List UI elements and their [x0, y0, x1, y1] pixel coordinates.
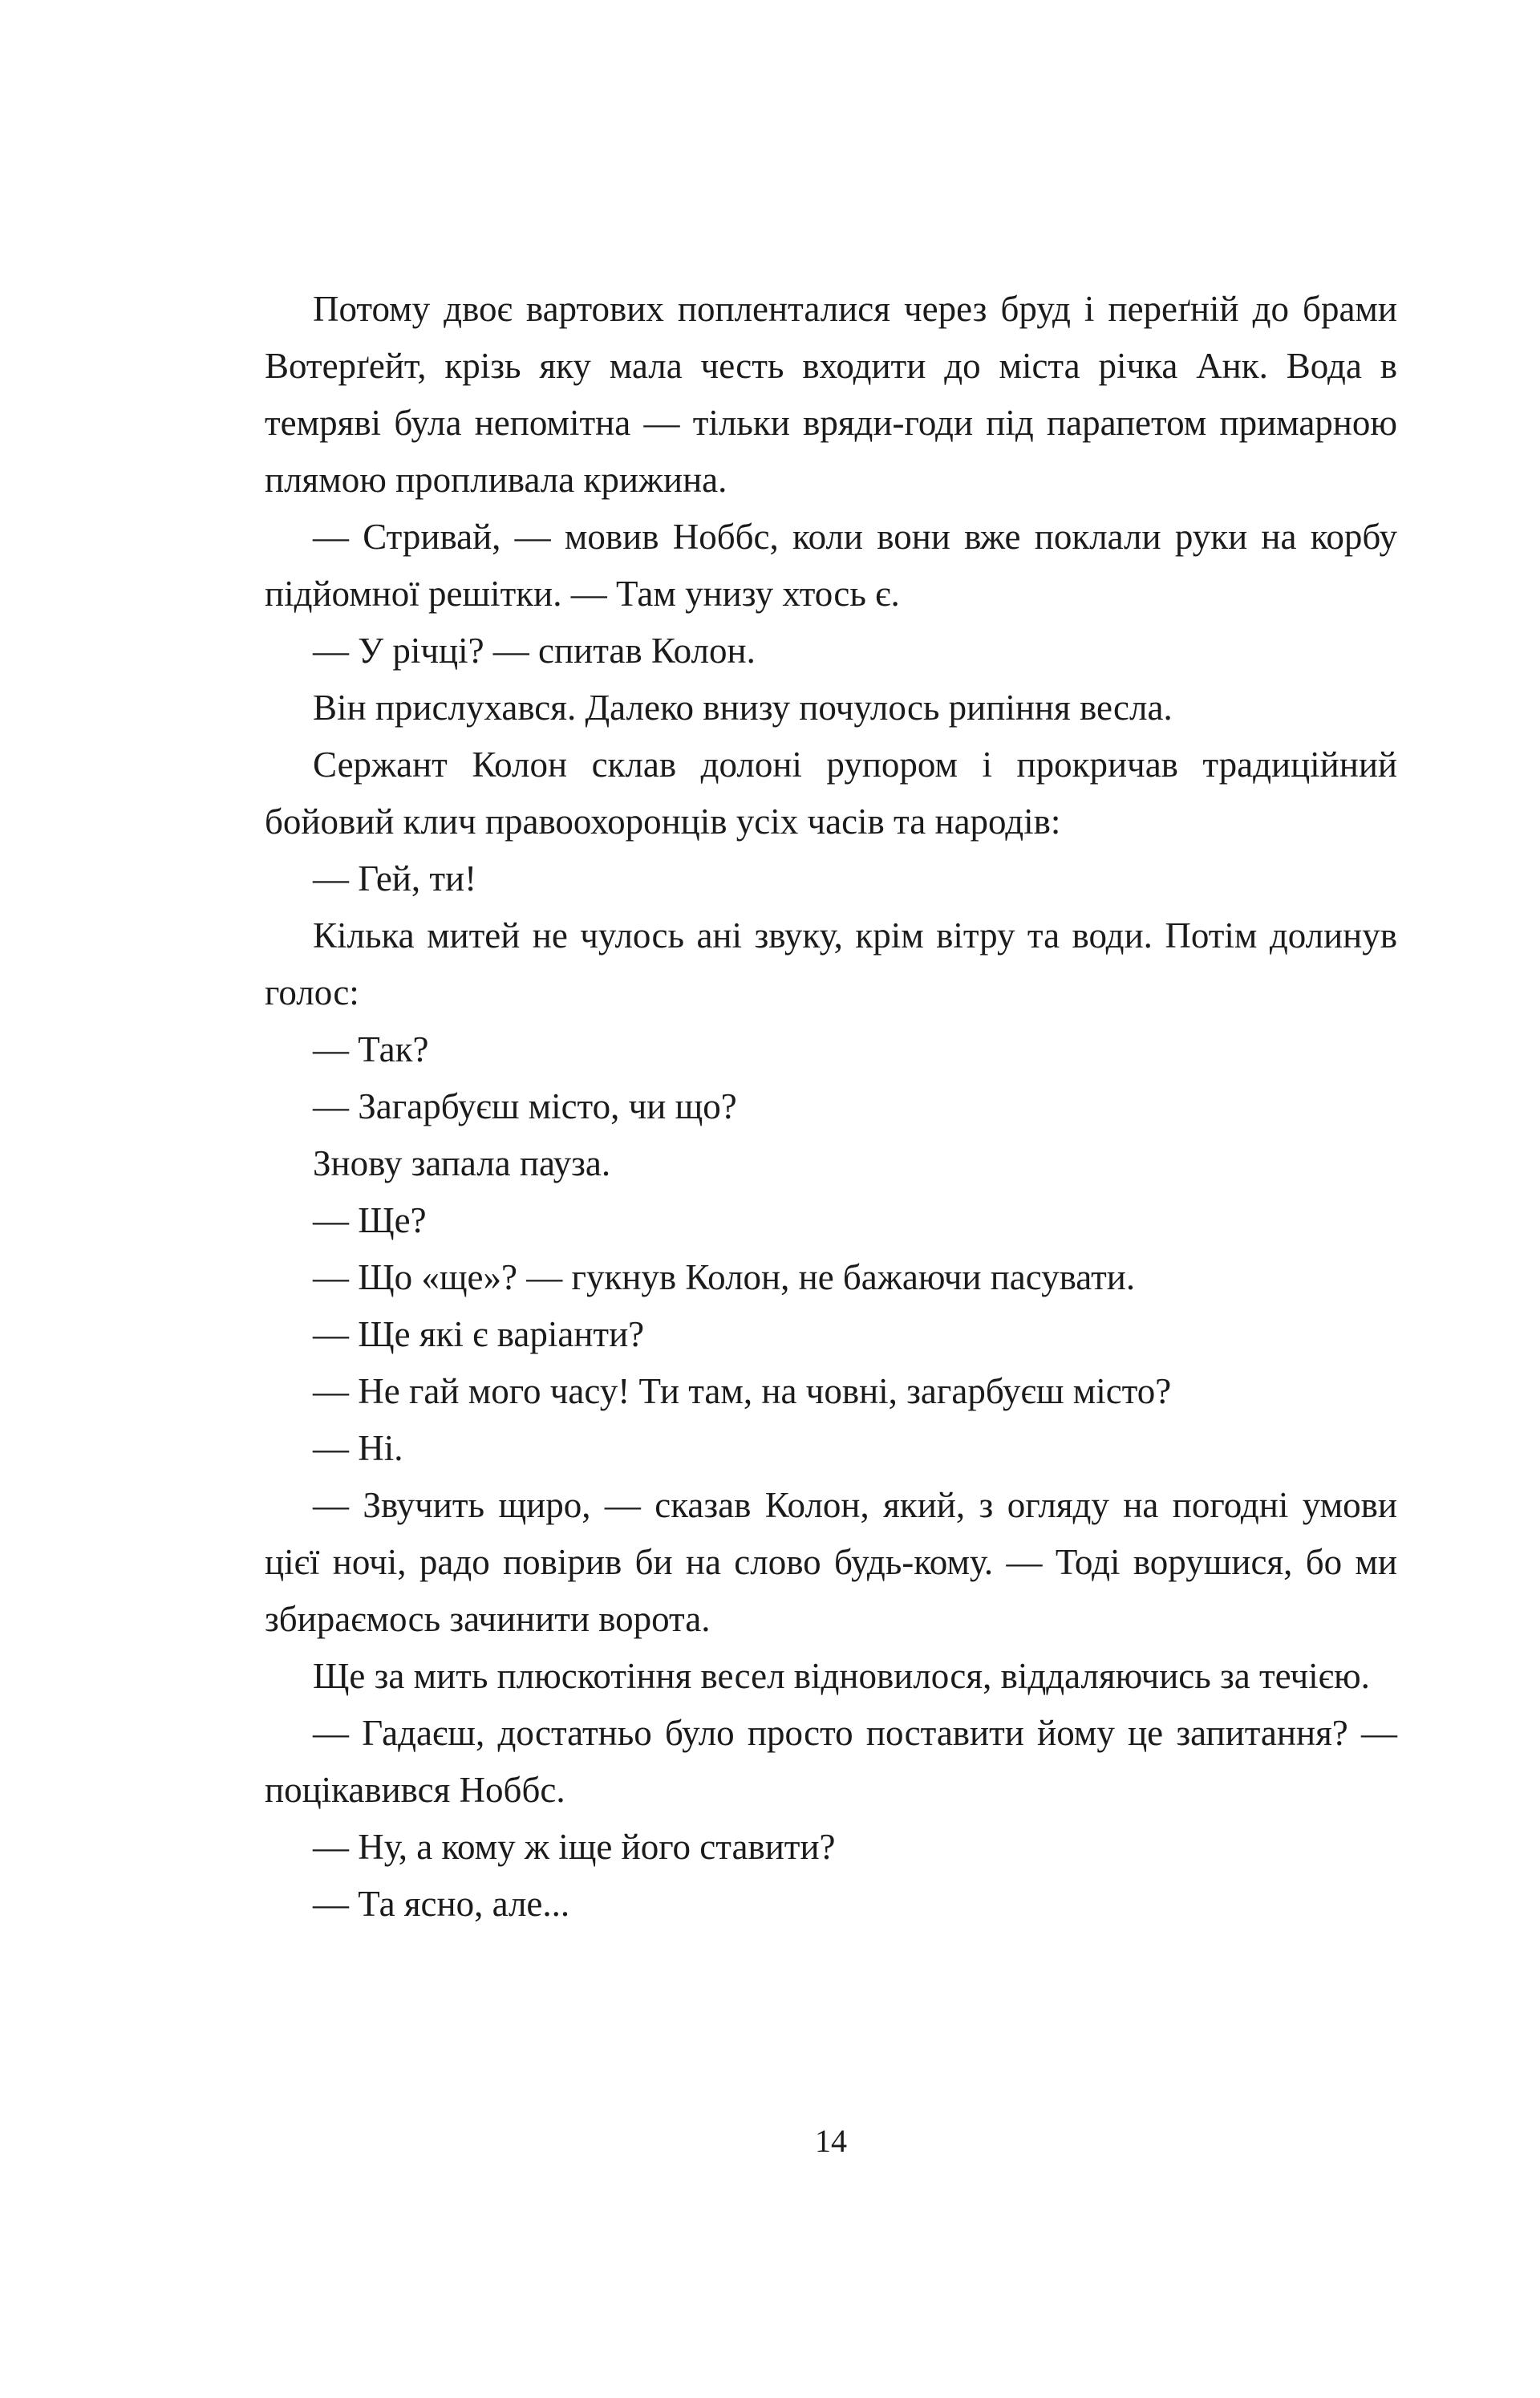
paragraph: — Ще які є варіанти? — [313, 1314, 645, 1354]
paragraph: — Ні. — [313, 1428, 403, 1468]
page-number: 14 — [815, 2123, 847, 2159]
paragraph: — Загарбуєш місто, чи що? — [313, 1086, 737, 1126]
paragraph: — У річці? — спитав Колон. — [313, 631, 756, 671]
paragraph: — Так? — [313, 1029, 429, 1069]
paragraph: — Що «ще»? — гукнув Колон, не бажаючи пасувати. — [313, 1257, 1136, 1297]
paragraph: — Не гай мого часу! Ти там, на човні, загарбуєш місто? — [313, 1371, 1172, 1411]
paragraph: — Ну, а кому ж іще його ставити? — [313, 1827, 836, 1867]
paragraph: Він прислухався. Далеко внизу почулось рипіння весла. — [313, 688, 1173, 728]
paragraph: Ще за мить плюскотіння весел відновилося, віддаляючись за течією. — [313, 1656, 1370, 1696]
paragraph: — Гадаєш, достатньо було просто поставити йому це запитання? — поцікавився Ноббс. — [265, 1713, 1397, 1810]
paragraph: Потому двоє вартових попленталися через бруд і переґній до брами Вотерґейт, крізь яку мала честь входити до міста річка Анк. Вода в темряві була непомітна — тільки вряди-годи під парапетом примарною плямою пропливала крижина. — [265, 289, 1397, 500]
paragraph: Сержант Колон склав долоні рупором і прокричав традиційний бойовий клич правоохоронців усіх часів та народів: — [265, 745, 1397, 842]
paragraph: — Ще? — [313, 1200, 427, 1240]
paragraph: — Звучить щиро, — сказав Колон, який, з огляду на погодні умови цієї ночі, радо повірив би на слово будь-кому. — Тоді ворушися, бо ми збираємось зачинити ворота. — [265, 1485, 1397, 1639]
paragraph: — Гей, ти! — [313, 858, 477, 899]
paragraph: Кілька митей не чулось ані звуку, крім вітру та води. Потім долинув голос: — [265, 915, 1397, 1012]
paragraph: Знову запала пауза. — [313, 1143, 611, 1183]
paragraph: — Стривай, — мовив Ноббс, коли вони вже поклали руки на корбу підйомної решітки. — Там унизу хтось є. — [265, 517, 1397, 614]
paragraph: — Та ясно, але... — [313, 1884, 570, 1924]
page-text-block — [265, 281, 1397, 1933]
